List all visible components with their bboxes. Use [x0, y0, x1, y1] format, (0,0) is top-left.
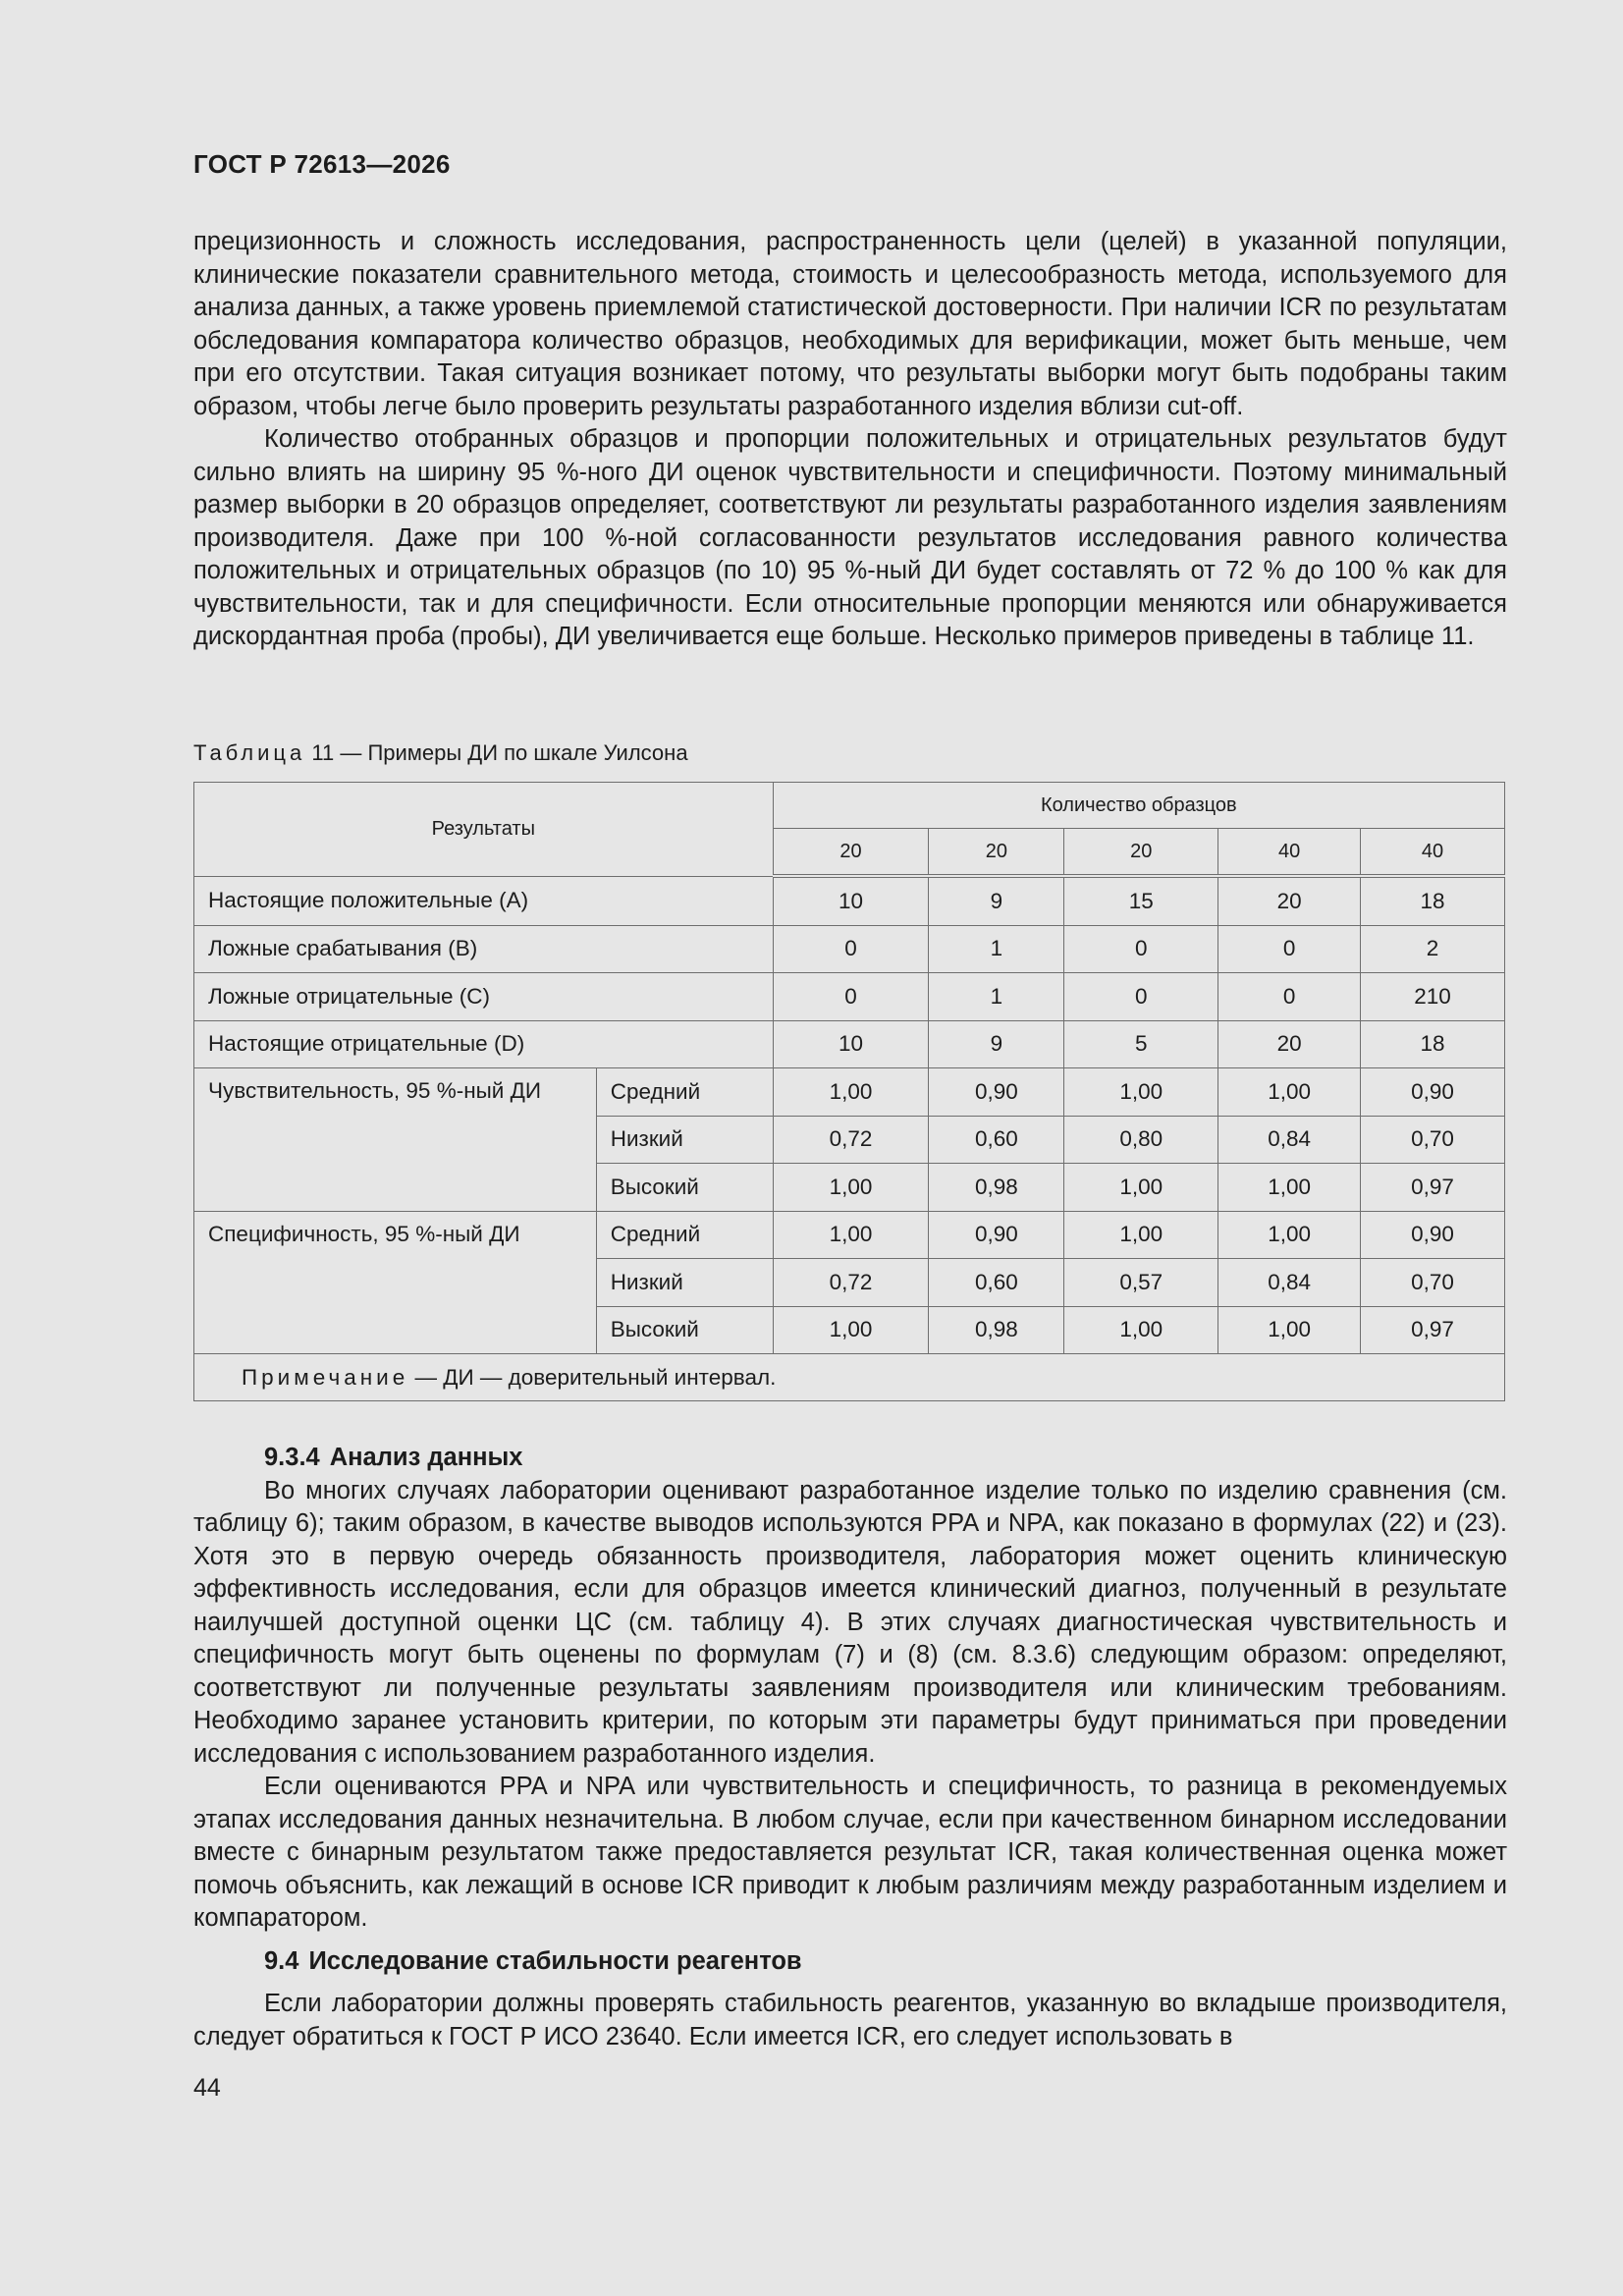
- table-cell: 0: [1064, 973, 1218, 1021]
- table-row: [194, 925, 1505, 973]
- table-cell: 0,72: [773, 1259, 929, 1307]
- table-cell: 1,00: [1064, 1164, 1218, 1212]
- note-text: — ДИ — доверительный интервал.: [408, 1364, 777, 1390]
- table-cell: 0: [773, 925, 929, 973]
- table-cell: 10: [773, 1020, 929, 1068]
- table-cell: 9: [929, 1020, 1064, 1068]
- table-cell: 1,00: [1218, 1211, 1361, 1259]
- table-cell: 0,60: [929, 1116, 1064, 1164]
- table-cell: 0,90: [929, 1068, 1064, 1117]
- table-caption-text: 11 — Примеры ДИ по шкале Уилсона: [311, 740, 688, 765]
- paragraph: Если лаборатории должны проверять стабильность реагентов, указанную во вкладыше производителя, следует обратиться к ГОСТ Р ИСО 23640. Если имеется ICR, его следует использовать в: [193, 1990, 1507, 2050]
- table-caption-word: Таблица: [193, 740, 306, 765]
- table-cell: 20: [1218, 1020, 1361, 1068]
- section-heading: [193, 1945, 1507, 1979]
- sub-label: Средний: [596, 1211, 773, 1259]
- table-note-row: [194, 1354, 1505, 1401]
- table-row: [194, 876, 1505, 925]
- table-cell: 1,00: [1064, 1211, 1218, 1259]
- table-cell: 1,00: [1218, 1068, 1361, 1117]
- table-cell: 20: [1218, 876, 1361, 925]
- table-cell: 18: [1361, 876, 1505, 925]
- table-cell: 0,97: [1361, 1164, 1505, 1212]
- section-title: Анализ данных: [329, 1444, 523, 1471]
- table-cell: 1,00: [773, 1068, 929, 1117]
- table-cell: 0: [773, 973, 929, 1021]
- section-number: 9.4: [264, 1946, 299, 1975]
- section-9-3-4: [193, 1442, 1507, 2053]
- table-cell: 0,90: [1361, 1068, 1505, 1117]
- table-cell: 1,00: [773, 1211, 929, 1259]
- table-cell: 0,57: [1064, 1259, 1218, 1307]
- row-label: Ложные срабатывания (B): [194, 925, 774, 973]
- table-cell: 0: [1218, 925, 1361, 973]
- section-number: 9.3.4: [264, 1444, 320, 1471]
- table-note: [194, 1354, 1505, 1401]
- table-cell: 0,72: [773, 1116, 929, 1164]
- intro-text: [193, 226, 1507, 654]
- section-title: Исследование стабильности реагентов: [308, 1946, 802, 1975]
- table-cell: 0,90: [1361, 1211, 1505, 1259]
- table-cell: 0: [1218, 973, 1361, 1021]
- table-cell: 10: [773, 876, 929, 925]
- table-cell: 1: [929, 925, 1064, 973]
- wilson-ci-table: [193, 782, 1505, 1401]
- header-results: Результаты: [194, 783, 774, 877]
- table-cell: 18: [1361, 1020, 1505, 1068]
- table-row: [194, 973, 1505, 1021]
- table-cell: 0: [1064, 925, 1218, 973]
- table-cell: 1,00: [1064, 1306, 1218, 1354]
- row-label: Настоящие положительные (А): [194, 876, 774, 925]
- table-caption: [193, 740, 688, 766]
- paragraph: Количество отобранных образцов и пропорции положительных и отрицательных результатов будут сильно влиять на ширину 95 %-ного ДИ оценок чувствительности и специфичности. Поэтому минимальный размер выборки в 20 образцов определяет, соответствуют ли результаты разработанного изделия заявлениям производителя. Даже при 100 %-ной согласованности результатов исследования равного количества положительных и отрицательных образцов (по 10) 95 %-ный ДИ будет составлять от 72 % до 100 % как для чувствительности, так и для специфичности. Если относительные пропорции меняются или обнаруживается дискордантная проба (пробы), ДИ увеличивается еще больше. Несколько примеров приведены в таблице 11.: [193, 425, 1507, 650]
- table-cell: 0,70: [1361, 1259, 1505, 1307]
- row-label: Настоящие отрицательные (D): [194, 1020, 774, 1068]
- sample-count-cell: 20: [929, 829, 1064, 877]
- table-cell: 2: [1361, 925, 1505, 973]
- table-cell: 1,00: [1064, 1068, 1218, 1117]
- row-label: Ложные отрицательные (C): [194, 973, 774, 1021]
- sub-label: Низкий: [596, 1259, 773, 1307]
- table-cell: 0,80: [1064, 1116, 1218, 1164]
- table-cell: 0,98: [929, 1164, 1064, 1212]
- page-number: 44: [193, 2074, 221, 2102]
- specificity-group-label: Специфичность, 95 %-ный ДИ: [194, 1211, 597, 1354]
- section-heading: [193, 1442, 1507, 1475]
- table-cell: 0,60: [929, 1259, 1064, 1307]
- sub-label: Низкий: [596, 1116, 773, 1164]
- paragraph: Во многих случаях лаборатории оценивают разработанное изделие только по изделию сравнения (см. таблицу 6); таким образом, в качестве выводов используются PPA и NPA, как показано в формулах (22) и (23). Хотя это в первую очередь обязанность производителя, лаборатория может оценить клиническую эффективность исследования, если для образцов имеется клинический диагноз, полученный в результате наилучшей доступной оценки ЦС (см. таблицу 4). В этих случаях диагностическая чувствительность и специфичность могут быть оценены по формулам (7) и (8) (см. 8.3.6) следующим образом: определяют, соответствуют ли полученные результаты заявлениям производителя или клиническим требованиям. Необходимо заранее установить критерии, по которым эти параметры будут приниматься при проведении исследования с использованием разработанного изделия.: [193, 1476, 1507, 1768]
- sample-count-cell: 20: [773, 829, 929, 877]
- document-id: ГОСТ Р 72613—2026: [193, 149, 451, 179]
- table-cell: 9: [929, 876, 1064, 925]
- table-cell: 0,84: [1218, 1259, 1361, 1307]
- table-cell: 0,84: [1218, 1116, 1361, 1164]
- sample-count-cell: 20: [1064, 829, 1218, 877]
- sub-label: Средний: [596, 1068, 773, 1117]
- table-cell: 1,00: [1218, 1164, 1361, 1212]
- paragraph: прецизионность и сложность исследования, распространенность цели (целей) в указанной популяции, клинические показатели сравнительного метода, стоимость и целесообразность метода, используемого для анализа данных, а также уровень приемлемой статистической достоверности. При наличии ICR по результатам обследования компаратора количество образцов, необходимых для верификации, может быть меньше, чем при его отсутствии. Такая ситуация возникает потому, что результаты выборки могут быть подобраны таким образом, чтобы легче было проверить результаты разработанного изделия вблизи cut-off.: [193, 228, 1507, 420]
- table-cell: 0,70: [1361, 1116, 1505, 1164]
- note-word: Примечание: [242, 1364, 409, 1390]
- sub-label: Высокий: [596, 1164, 773, 1212]
- table-cell: 0,90: [929, 1211, 1064, 1259]
- table-cell: 1,00: [1218, 1306, 1361, 1354]
- table-row: [194, 1211, 1505, 1259]
- sample-count-cell: 40: [1361, 829, 1505, 877]
- table-cell: 0,97: [1361, 1306, 1505, 1354]
- table-cell: 0,98: [929, 1306, 1064, 1354]
- sample-count-cell: 40: [1218, 829, 1361, 877]
- table-cell: 1,00: [773, 1164, 929, 1212]
- table-cell: 5: [1064, 1020, 1218, 1068]
- table-row: [194, 1020, 1505, 1068]
- table-row: [194, 1068, 1505, 1117]
- paragraph: Если оцениваются PPA и NPA или чувствительность и специфичность, то разница в рекомендуемых этапах исследования данных незначительна. В любом случае, если при качественном бинарном исследовании вместе с бинарным результатом также предоставляется результат ICR, такая количественная оценка может помочь объяснить, как лежащий в основе ICR приводит к любым различиям между разработанным изделием и компаратором.: [193, 1773, 1507, 1932]
- header-sample-count: Количество образцов: [773, 783, 1504, 829]
- table-cell: 1: [929, 973, 1064, 1021]
- table-cell: 15: [1064, 876, 1218, 925]
- table-cell: 1,00: [773, 1306, 929, 1354]
- table-cell: 210: [1361, 973, 1505, 1021]
- sensitivity-group-label: Чувствительность, 95 %-ный ДИ: [194, 1068, 597, 1212]
- sub-label: Высокий: [596, 1306, 773, 1354]
